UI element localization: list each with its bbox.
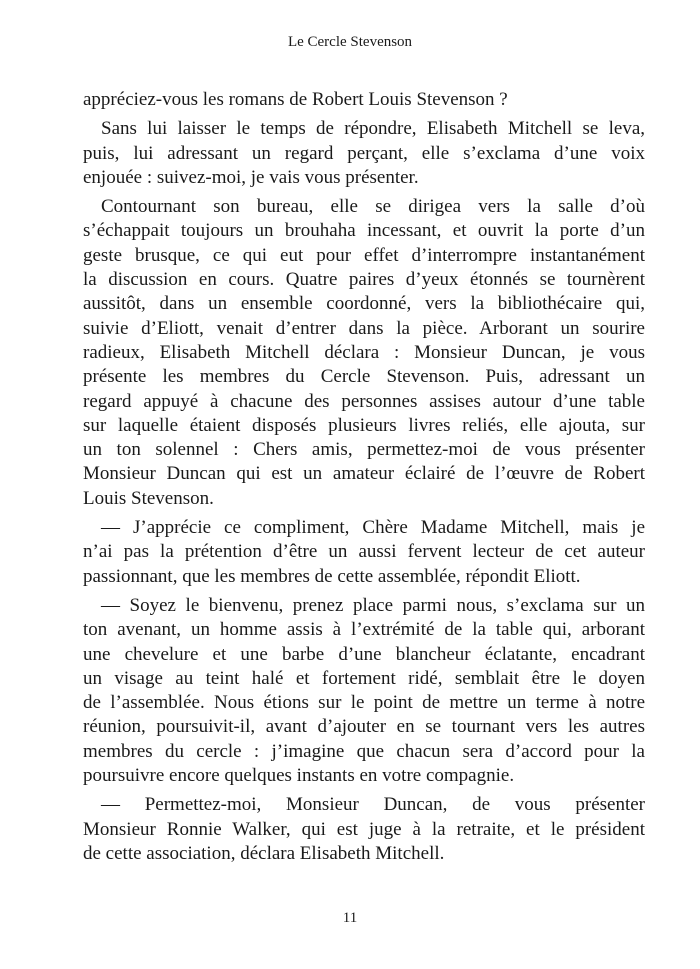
page-number: 11 xyxy=(342,910,358,926)
text-line: membres du cercle : j’imagine que chacun sera d’accord pour la xyxy=(83,740,645,762)
paragraph xyxy=(83,793,645,866)
text-line: Monsieur Duncan qui est un amateur éclairé de l’œuvre de Robert xyxy=(83,463,645,485)
text-line: Sans lui laisser le temps de répondre, Elisabeth Mitchell se leva, xyxy=(101,118,645,140)
text-line: Contournant son bureau, elle se dirigea vers la salle d’où xyxy=(101,196,645,218)
paragraph xyxy=(83,594,645,788)
text-line: un visage au teint halé et fortement ridé, semblait être le doyen xyxy=(83,667,645,689)
text-line: poursuivre encore quelques instants en votre compagnie. xyxy=(83,765,515,787)
text-line: un ton solennel : Chers amis, permettez-moi de vous présenter xyxy=(83,439,645,461)
text-line: la discussion en cours. Quatre paires d’yeux étonnés se tournèrent xyxy=(83,269,645,291)
paragraph xyxy=(83,195,645,511)
text-line: sur laquelle étaient disposés plusieurs livres reliés, elle ajouta, sur xyxy=(83,414,645,436)
paragraph xyxy=(83,516,645,589)
running-head: Le Cercle Stevenson xyxy=(287,34,413,50)
text-line: s’échappait toujours un brouhaha incessant, et ouvrit la porte d’un xyxy=(83,220,645,242)
text-line: présente les membres du Cercle Stevenson. Puis, adressant un xyxy=(83,366,645,388)
body-text xyxy=(83,88,645,871)
text-line: Louis Stevenson. xyxy=(83,487,214,509)
text-line: puis, lui adressant un regard perçant, elle s’exclama d’une voix xyxy=(83,142,645,164)
text-line: suivie d’Eliott, venait d’entrer dans la pièce. Arborant un sourire xyxy=(83,317,645,339)
text-line: regard appuyé à chacune des personnes assises autour d’une table xyxy=(83,390,645,412)
text-line: de cette association, déclara Elisabeth Mitchell. xyxy=(83,842,445,864)
paragraph xyxy=(83,88,645,112)
text-line: ton avenant, un homme assis à l’extrémité de la table qui, arborant xyxy=(83,619,645,641)
text-line: — Permettez-moi, Monsieur Duncan, de vous présenter xyxy=(101,794,645,816)
text-line: appréciez-vous les romans de Robert Louis Stevenson ? xyxy=(83,89,508,110)
paragraph xyxy=(83,117,645,190)
text-line: passionnant, que les membres de cette assemblée, répondit Eliott. xyxy=(83,565,581,587)
text-line: — J’apprécie ce compliment, Chère Madame Mitchell, mais je xyxy=(101,517,645,539)
text-line: geste brusque, ce qui eut pour effet d’interrompre instantanément xyxy=(83,244,645,266)
text-line: une chevelure et une barbe d’une blancheur éclatante, encadrant xyxy=(83,643,645,665)
text-line: de l’assemblée. Nous étions sur le point de mettre un terme à notre xyxy=(83,692,645,714)
text-line: n’ai pas la prétention d’être un aussi fervent lecteur de cet auteur xyxy=(83,541,645,563)
text-line: réunion, poursuivit-il, avant d’ajouter en se tournant vers les autres xyxy=(83,716,645,738)
text-line: radieux, Elisabeth Mitchell déclara : Monsieur Duncan, je vous xyxy=(83,341,645,363)
text-line: enjouée : suivez-moi, je vais vous présenter. xyxy=(83,166,419,188)
text-line: Monsieur Ronnie Walker, qui est juge à la retraite, et le président xyxy=(83,818,645,840)
text-line: — Soyez le bienvenu, prenez place parmi nous, s’exclama sur un xyxy=(101,594,645,616)
text-line: aussitôt, dans un ensemble coordonné, vers la bibliothécaire qui, xyxy=(83,293,645,315)
